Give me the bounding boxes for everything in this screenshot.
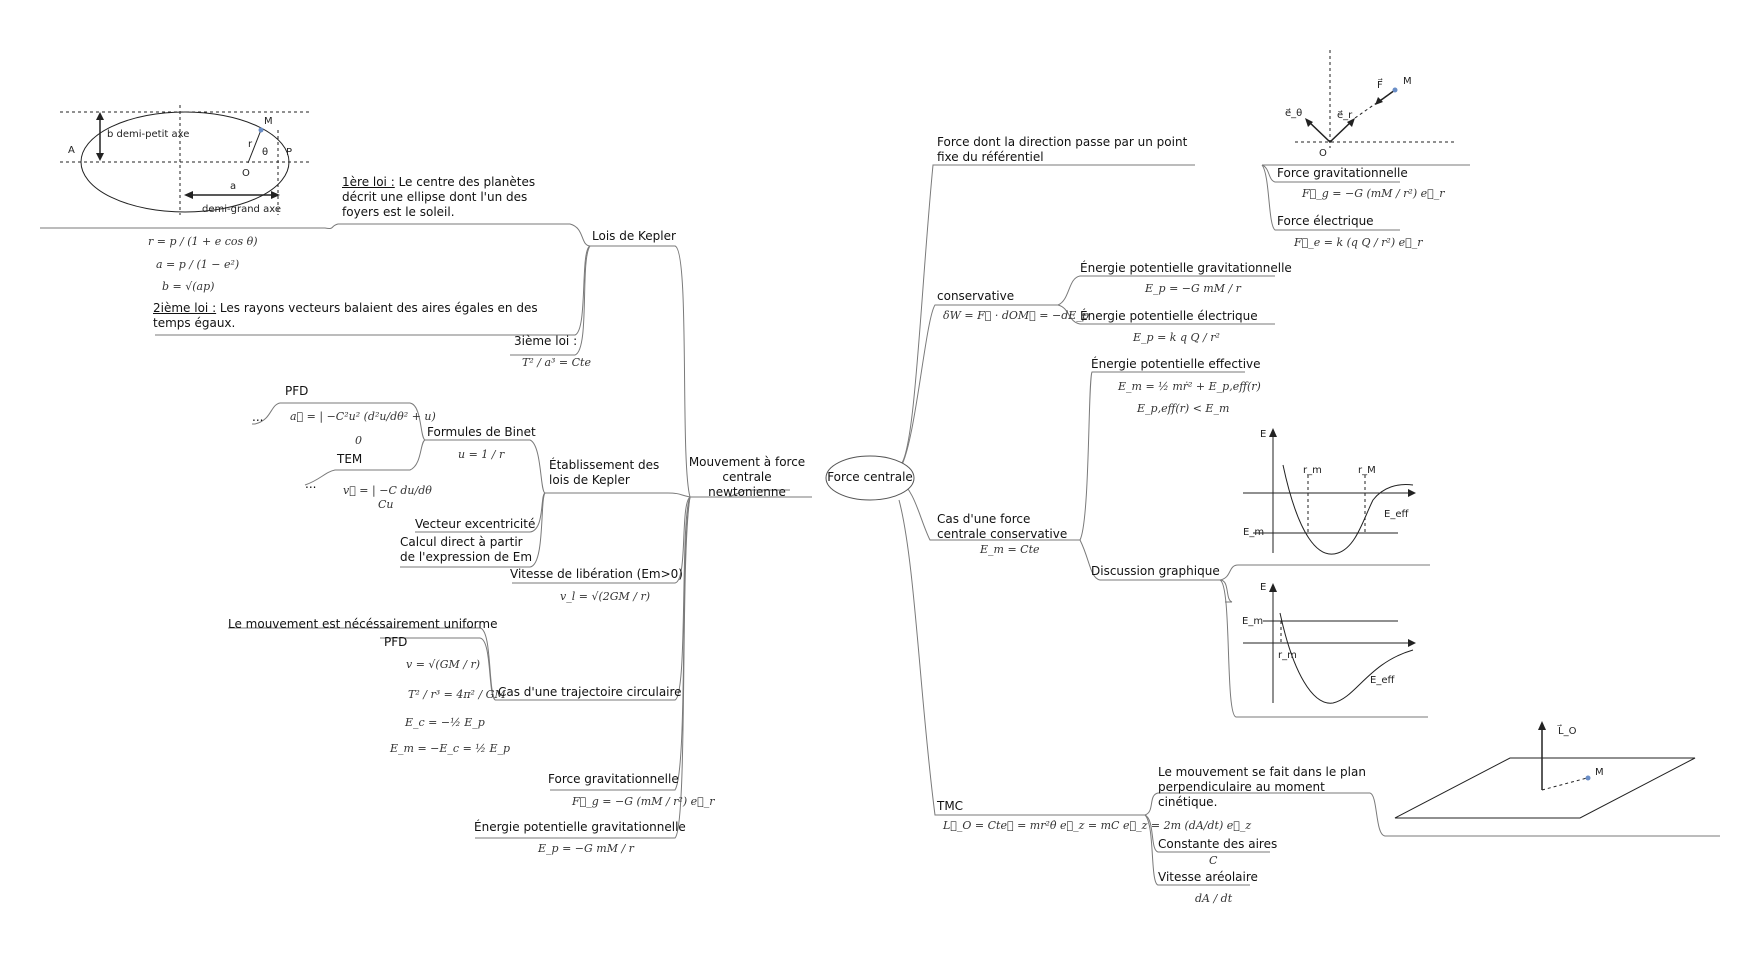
circulaire-node[interactable]: Cas d'une trajectoire circulaire: [498, 685, 682, 699]
circulaire-pfd[interactable]: PFD: [384, 635, 408, 649]
circulaire-formula-Ec: E_c = −½ E_p: [405, 716, 485, 729]
direction-elec-formula: F⃗_e = k (q Q / r²) e⃗_r: [1294, 236, 1423, 249]
graph2-Em-label: E_m: [1242, 616, 1264, 627]
ellipse-r-label: r: [248, 139, 253, 150]
kepler-law2: 2ième loi : Les rayons vecteurs balaient des aires égales en des temps égaux.: [153, 301, 538, 330]
circulaire-formula-T: T² / r³ = 4π² / GM: [408, 688, 506, 701]
left-epot-node[interactable]: Énergie potentielle gravitationnelle: [474, 820, 686, 834]
kepler-node[interactable]: Lois de Kepler: [592, 229, 676, 243]
binet-pfd-node[interactable]: PFD: [285, 384, 309, 398]
fig-O-label: O: [1319, 148, 1327, 159]
kepler-law3-formula: T² / a³ = Cte: [522, 356, 591, 369]
ellipse-O-label: O: [242, 168, 250, 179]
left-gravit-formula: F⃗_g = −G (mM / r²) e⃗_r: [572, 795, 715, 808]
tmc-plane-figure: [1390, 718, 1700, 823]
left-root-node[interactable]: Mouvement à force centrale newtonienne: [688, 455, 806, 499]
ellipse-figure: [60, 105, 320, 220]
tmc-areolaire-node[interactable]: Vitesse aréolaire: [1158, 870, 1258, 884]
binet-pfd-formula-bottom: 0: [355, 434, 362, 447]
epe-node[interactable]: Énergie potentielle électrique: [1080, 309, 1258, 323]
tmc-fig-M-label: M: [1595, 767, 1604, 778]
binet-tem-node[interactable]: TEM: [337, 452, 363, 466]
graph2-Eeff-label: E_eff: [1370, 675, 1395, 686]
ellipse-a-label: a: [230, 181, 237, 192]
fig-etheta-label: e⃗_θ: [1285, 108, 1303, 119]
direction-gravit-node[interactable]: Force gravitationnelle: [1277, 166, 1408, 180]
binet-tem-formula-bottom: Cu: [378, 498, 394, 511]
graph1-Em-label: E_m: [1243, 527, 1265, 538]
ellipse-minor-axis-label: b demi-petit axe: [107, 129, 190, 140]
tmc-aires-node[interactable]: Constante des aires: [1158, 837, 1278, 851]
calcul-direct-node[interactable]: Calcul direct à partir de l'expression de Em: [400, 535, 533, 564]
cas-conservative-node[interactable]: Cas d'une force centrale conservative: [937, 512, 1068, 541]
epe-formula: E_p = k q Q / r²: [1133, 331, 1220, 344]
tmc-areolaire-formula: dA / dt: [1195, 892, 1233, 905]
binet-pfd-formula: a⃗ = | −C²u² (d²u/dθ² + u): [290, 410, 436, 423]
ellipse-P-label: P: [286, 147, 293, 158]
conservative-formula: δW = F⃗ · dOM⃗ = −dE_p: [943, 309, 1089, 322]
direction-elec-node[interactable]: Force électrique: [1277, 214, 1374, 228]
left-gravit-node[interactable]: Force gravitationnelle: [548, 772, 679, 786]
ellipse-M-label: M: [264, 116, 273, 127]
epg-formula: E_p = −G mM / r: [1145, 282, 1241, 295]
kepler-law1: 1ère loi : Le centre des planètes décrit une ellipse dont l'un des foyers est le soleil.: [342, 175, 536, 219]
central-node-label[interactable]: Force centrale: [827, 470, 913, 484]
binet-tem-formula: v⃗ = | −C du/dθ: [343, 484, 432, 497]
ellipse-A-label: A: [68, 145, 75, 156]
circulaire-formula-v: v = √(GM / r): [406, 658, 481, 671]
tmc-formula: L⃗_O = Cte⃗ = mr²θ̇ e⃗_z = mC e⃗_z = 2m (dA/dt) e⃗_z: [943, 819, 1252, 832]
kepler-law3-label: 3ième loi :: [514, 334, 578, 348]
graph1-E-label: E: [1260, 429, 1267, 440]
ellipse-theta-label: θ: [262, 147, 269, 158]
fig-F-label: F⃗: [1377, 80, 1383, 91]
binet-pfd-ellipsis[interactable]: ...: [252, 410, 264, 424]
potential-graph-bound: [1238, 425, 1418, 560]
circulaire-uniforme: Le mouvement est nécéssairement uniforme: [228, 617, 498, 631]
conservative-node[interactable]: conservative: [937, 289, 1015, 303]
graph2-E-label: E: [1260, 582, 1267, 593]
discussion-graphique-node[interactable]: Discussion graphique: [1091, 564, 1220, 578]
fig-M-label: M: [1403, 76, 1412, 87]
potential-graph-unbound: [1238, 578, 1418, 713]
kepler-law1-formula-b: b = √(ap): [162, 280, 215, 293]
tmc-aires-formula: C: [1209, 854, 1218, 867]
graph2-rm-label: r_m: [1278, 650, 1297, 661]
epg-node[interactable]: Énergie potentielle gravitationnelle: [1080, 261, 1292, 275]
left-epot-formula: E_p = −G mM / r: [538, 842, 634, 855]
cas-conservative-formula: E_m = Cte: [980, 543, 1040, 556]
binet-tem-ellipsis[interactable]: ...: [305, 477, 317, 491]
graph1-rM-label: r_M: [1358, 465, 1376, 476]
excentricite-node[interactable]: Vecteur excentricité: [415, 517, 536, 531]
liberation-node[interactable]: Vitesse de libération (Em>0): [510, 567, 683, 581]
binet-node[interactable]: Formules de Binet: [427, 425, 536, 439]
eff-node[interactable]: Énergie potentielle effective: [1091, 357, 1261, 371]
tmc-plan-node[interactable]: Le mouvement se fait dans le plan perpendiculaire au moment cinétique.: [1158, 765, 1366, 809]
eff-formula-1: E_m = ½ mṙ² + E_p,eff(r): [1118, 380, 1261, 393]
graph1-Eeff-label: E_eff: [1384, 509, 1409, 520]
circulaire-formula-Em: E_m = −E_c = ½ E_p: [390, 742, 511, 755]
direction-gravit-formula: F⃗_g = −G (mM / r²) e⃗_r: [1302, 187, 1445, 200]
kepler-law1-formula-r: r = p / (1 + e cos θ): [148, 235, 258, 248]
liberation-formula: v_l = √(2GM / r): [560, 590, 651, 603]
ellipse-major-axis-label: demi-grand axe: [202, 204, 281, 215]
kepler-law1-formula-a: a = p / (1 − e²): [156, 258, 240, 271]
graph1-rm-label: r_m: [1303, 465, 1322, 476]
etablissement-node[interactable]: Établissement des lois de Kepler: [549, 458, 660, 487]
direction-node[interactable]: Force dont la direction passe par un point fixe du référentiel: [937, 135, 1188, 164]
binet-formula: u = 1 / r: [458, 448, 505, 461]
tmc-node[interactable]: TMC: [937, 799, 964, 813]
tmc-fig-L-label: L⃗_O: [1558, 726, 1577, 737]
fig-er-label: e⃗_r: [1337, 110, 1353, 121]
force-vector-figure: [1275, 50, 1465, 160]
eff-formula-2: E_p,eff(r) < E_m: [1137, 402, 1230, 415]
